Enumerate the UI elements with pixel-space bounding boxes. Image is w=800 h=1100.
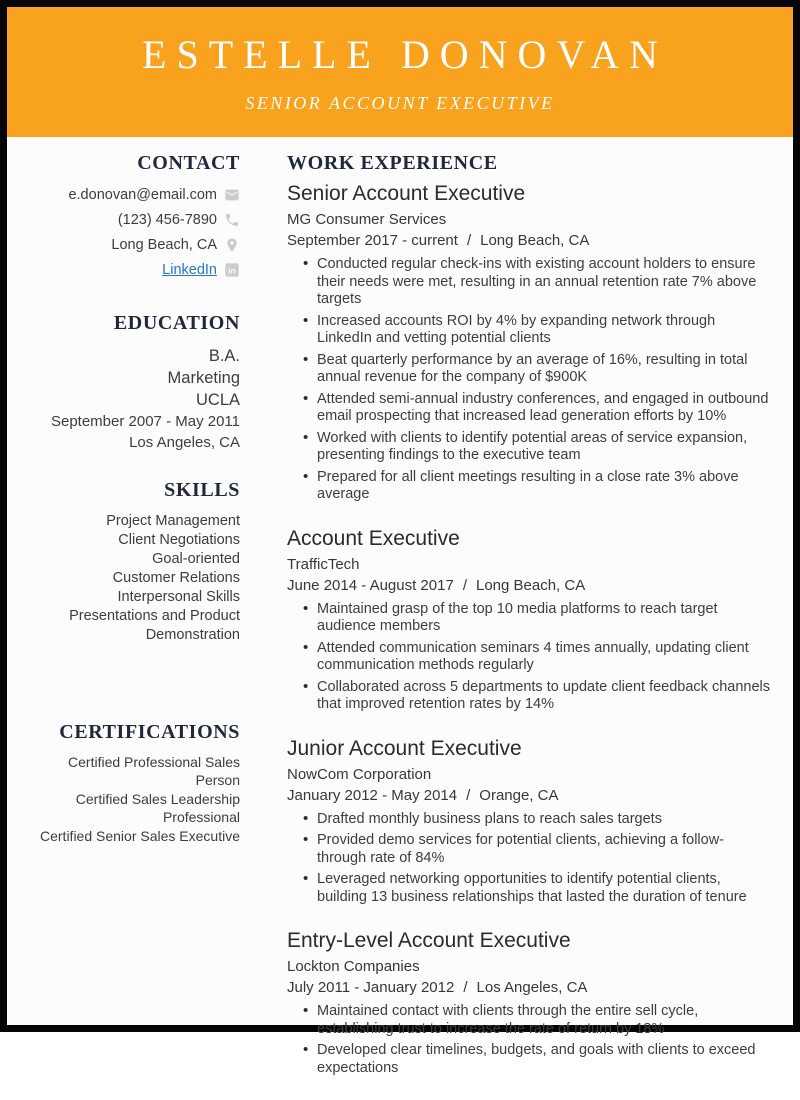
job-dateline: [287, 232, 770, 249]
contact-section: [40, 152, 240, 280]
skills-section: [40, 479, 240, 645]
job-dates: January 2012 - May 2014: [287, 786, 458, 804]
education-major: Marketing: [167, 369, 240, 387]
job-entry: [287, 737, 770, 907]
job-bullet-list: [287, 811, 770, 907]
education-section: [40, 312, 240, 453]
contact-phone-row: [40, 210, 240, 230]
certifications-section: [40, 721, 240, 846]
job-bullet: • Increased accounts ROI by 4% by expanding network through LinkedIn and vetting potential clients: [317, 313, 770, 348]
skill-item: Interpersonal Skills: [117, 589, 240, 605]
job-location: Long Beach, CA: [480, 232, 590, 249]
skills-heading: SKILLS: [164, 479, 240, 501]
job-bullet: • Attended communication seminars 4 times annually, updating client communication methods regularly: [317, 640, 770, 675]
job-dateline: [287, 979, 770, 996]
contact-location-row: [40, 235, 240, 255]
job-bullet: • Beat quarterly performance by an average of 16%, resulting in total annual revenue for the company of $900K: [317, 352, 770, 387]
job-title: Entry-Level Account Executive: [287, 929, 571, 952]
job-bullet: • Collaborated across 5 departments to update client feedback channels that improved retention rates by 14%: [317, 679, 770, 714]
candidate-name: ESTELLE DONOVAN: [142, 31, 668, 77]
job-location: Orange, CA: [479, 786, 559, 804]
job-bullet: • Attended semi-annual industry conferences, and engaged in outbound email prospecting that increased lead generation efforts by 10%: [317, 391, 770, 426]
job-location: Los Angeles, CA: [476, 979, 588, 996]
certification-item: Certified Sales Leadership Professional: [75, 791, 240, 825]
envelope-icon: [224, 187, 240, 203]
svg-text:in: in: [228, 265, 236, 276]
certification-item: Certified Professional Sales Person: [68, 754, 240, 788]
skill-item: Client Negotiations: [118, 532, 240, 548]
skill-item: Presentations and Product Demonstration: [69, 608, 240, 643]
contact-email-row: [40, 185, 240, 205]
job-dates: July 2011 - January 2012: [287, 979, 455, 996]
phone-icon: [224, 212, 240, 228]
candidate-title: SENIOR ACCOUNT EXECUTIVE: [245, 92, 555, 113]
education-degree: B.A.: [208, 347, 240, 365]
job-dateline: [287, 787, 770, 804]
job-entry: [287, 527, 770, 714]
resume-header: [7, 7, 793, 137]
linkedin-link[interactable]: LinkedIn: [162, 262, 217, 278]
date-location-separator: /: [466, 232, 472, 249]
date-location-separator: /: [466, 786, 471, 804]
sidebar: [40, 152, 240, 1100]
job-bullet-list: [287, 256, 770, 504]
job-company: NowCom Corporation: [287, 765, 432, 783]
job-location: Long Beach, CA: [475, 576, 586, 594]
work-experience-heading: WORK EXPERIENCE: [287, 152, 498, 174]
skill-item: Goal-oriented: [152, 551, 240, 567]
job-bullet: • Maintained grasp of the top 10 media platforms to reach target audience members: [317, 601, 770, 636]
job-bullet: • Worked with clients to identify potential areas of service expansion, presenting findings to the executive team: [317, 430, 770, 465]
date-location-separator: /: [462, 576, 467, 594]
job-bullet: • Conducted regular check-ins with existing account holders to ensure their needs were met, resulting in an annual retention rate 7% above targets: [317, 256, 770, 309]
job-dateline: [287, 577, 770, 594]
location-pin-icon: [224, 237, 240, 253]
job-dates: June 2014 - August 2017: [287, 576, 454, 594]
job-title: Junior Account Executive: [287, 736, 522, 760]
job-company: Lockton Companies: [287, 958, 420, 975]
work-experience-section: [287, 152, 770, 1100]
contact-phone: (123) 456-7890: [117, 212, 217, 228]
contact-email: e.donovan@email.com: [68, 187, 217, 203]
certification-item: Certified Senior Sales Executive: [40, 828, 240, 844]
linkedin-icon: [224, 262, 240, 278]
contact-location: Long Beach, CA: [111, 237, 217, 253]
job-entry: [287, 182, 770, 504]
job-bullet: • Prepared for all client meetings resulting in a close rate 3% above average: [317, 469, 770, 504]
content-columns: [7, 137, 793, 1100]
job-dates: September 2017 - current: [287, 232, 458, 249]
job-bullet-list: [287, 601, 770, 714]
job-bullet: • Maintained contact with clients through the entire sell cycle, establishing trust to increase the rate of return by 18%: [317, 1003, 770, 1038]
job-entry: [287, 929, 770, 1077]
education-school: UCLA: [195, 391, 240, 409]
skill-item: Project Management: [106, 513, 240, 529]
job-company: TrafficTech: [287, 555, 360, 573]
job-bullet: • Drafted monthly business plans to reach sales targets: [317, 811, 770, 829]
education-location: Los Angeles, CA: [129, 434, 240, 451]
certifications-heading: CERTIFICATIONS: [59, 721, 240, 743]
job-bullet: • Developed clear timelines, budgets, and goals with clients to exceed expectations: [317, 1042, 770, 1077]
job-bullet-list: [287, 1003, 770, 1077]
contact-heading: CONTACT: [137, 152, 240, 174]
contact-linkedin-row: [40, 260, 240, 280]
job-bullet: • Provided demo services for potential clients, achieving a follow-through rate of 84%: [317, 832, 770, 867]
date-location-separator: /: [463, 979, 468, 996]
job-title: Senior Account Executive: [287, 182, 526, 205]
education-dates: September 2007 - May 2011: [50, 413, 240, 430]
job-bullet: • Leveraged networking opportunities to identify potential clients, building 13 business relationships that lasted the duration of tenure: [317, 871, 770, 906]
job-company: MG Consumer Services: [287, 211, 447, 228]
education-heading: EDUCATION: [113, 312, 240, 334]
job-title: Account Executive: [287, 526, 460, 550]
skill-item: Customer Relations: [112, 570, 240, 586]
